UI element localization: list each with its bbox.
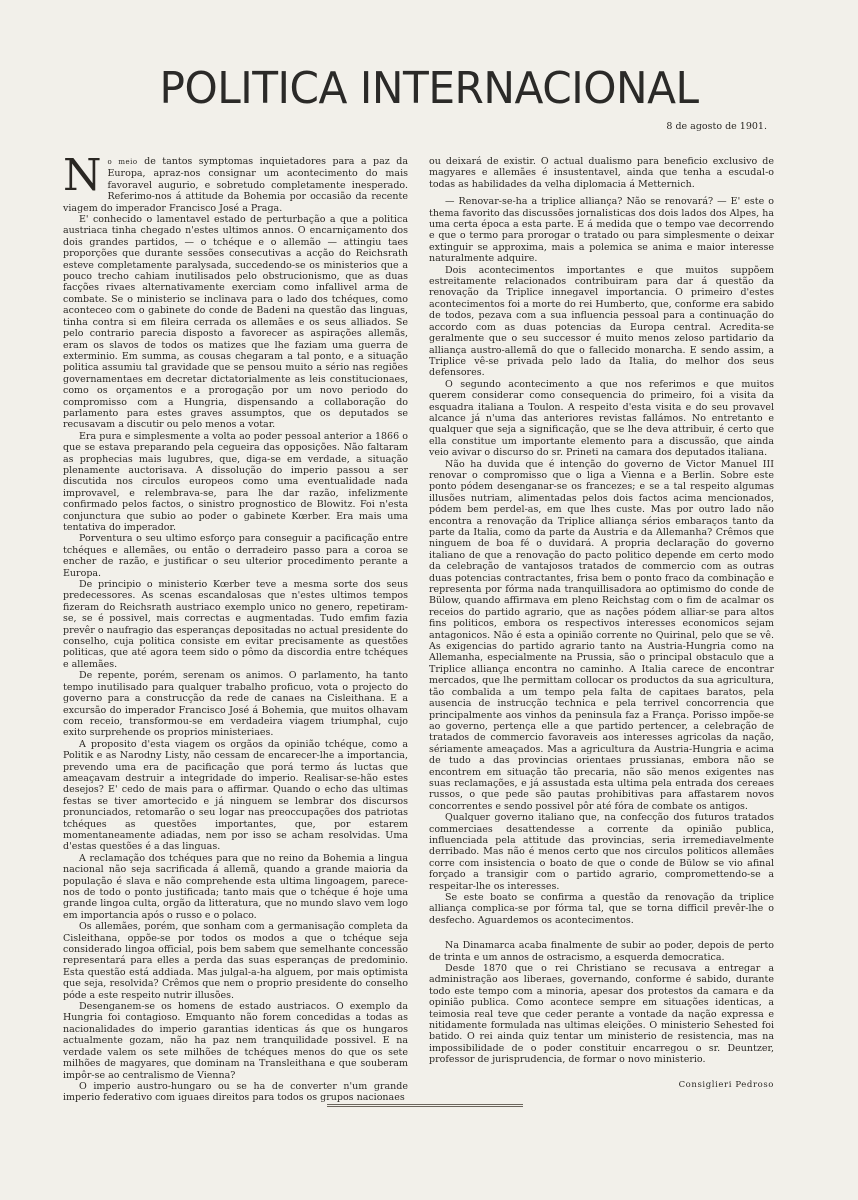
right-column [429,156,774,1091]
paragraph: Era pura e simplesmente a volta ao poder pessoal anterior a 1866 o que se estava preparando pela cegueira das opposições. Não faltaram as prophecias mais lugubres, que, diga-se em verdade, a situação plenamente auctorisava. A dissolução do imperio passou a ser discutida nos circulos europeos como uma eventualidade nada improvavel, e relembrava-se, para lhe dar razão, infelizmente confirmado pelos factos, o sinistro prognostico de Blowitz. Foi n'esta conjunctura que subio ao poder o gabinete Kœrber. Era mais uma tentativa do imperador. [63,430,408,533]
paragraph: ou deixará de existir. O actual dualismo para beneficio exclusivo de magyares e allemães é insustentavel, ainda que tenha a escudal-o todas as habilidades da velha diplomacia á Metternich. [429,156,774,190]
drop-cap: N [63,150,102,201]
paragraph: — Renovar-se-ha a triplice alliança? Não se renovará? — E' este o thema favorito das discussões jornalisticas dos dois lados dos Alpes, ha uma certa época a esta parte. E á medida que o tempo vae decorrendo e que o termo para prorogar o tratado ou para simplesmente o deixar extinguir se approxima, mais a polemica se anima e maior interesse naturalmente adquire. [429,196,774,265]
left-column [63,150,408,1104]
paragraph: A reclamação dos tchéques para que no reino da Bohemia a lingua nacional não seja sacrificada á allemã, quando a grande maioria da população é slava e não comprehende esta ultima lingoagem, parece-nos de todo o ponto justificada; tanto mais que o tchéque é hoje uma grande lingoa culta, orgão da litteratura, que no mundo slavo vem logo em importancia após o russo e o polaco. [63,852,408,921]
paragraph: Desenganem-se os homens de estado austriacos. O exemplo da Hungria foi contagioso. Emquanto não forem concedidas a todas as nacionalidades do imperio garantias identicas ás que os hungaros actualmente gozam, não ha paz nem tranquilidade possivel. E na verdade valem os sete milhões de tchéques menos do que os sete milhões de magyares, que dominam na Transleithana e que souberam impôr-se ao centralismo de Vienna? [63,1001,408,1081]
paragraph: De principio o ministerio Kœrber teve a mesma sorte dos seus predecessores. As scenas escandalosas que n'estes ultimos tempos fizeram do Reichsrath austriaco exemplo unico no genero, repetiram-se, se é possivel, mais correctas e augmentadas. Tudo emfim fazia prevêr o naufragio das esperanças depositadas no actual presidente do conselho, cuja politica consiste em evitar precisamente as questões politicas, que até agora teem sido o pômo da discordia entre tchéques e allemães. [63,579,408,670]
rule-line [327,1106,523,1107]
paragraph: O imperio austro-hungaro ou se ha de converter n'um grande imperio federativo com iguaes direitos para todos os grupos nacionaes [63,1080,408,1104]
paragraph: E' conhecido o lamentavel estado de perturbação a que a politica austriaca tinha chegado n'estes ultimos annos. O encarniçamento dos dois grandes partidos, — o tchéque e o allemão — attingiu taes proporções que durante sessões consecutivas a acção do Reichsrath esteve completamente paralysada, succedendo-se os ministerios que a pouco trecho cahiam inutilisados pelo obstrucionismo, que as duas facções rivaes alternativamente exerciam como infallivel arma de combate. Se o ministerio se inclinava para o lado dos tchéques, como aconteceo com o gabinete do conde de Badeni na questão das linguas, tinha contra si em fileira cerrada os allemães e os seus alliados. Se pelo contrario parecia disposto a favorecer as aspirações allemãs, eram os slavos de todos os matizes que lhe faziam uma guerra de exterminio. Em summa, as cousas chegaram a tal ponto, e a situação politica assumiu tal gravidade que se pensou muito a sério nas regiões governamentaes em decretar dictatorialmente as leis constitucionaes, como os orçamentos e a prorogação por um novo periodo do compromisso com a Hungria, dispensando a collaboração do parlamento para estes graves assumptos, que os deputados se recusavam a discutir ou pelo menos a votar. [63,214,408,431]
paragraph: Na Dinamarca acaba finalmente de subir ao poder, depois de perto de trinta e um annos de ostracismo, a esquerda democratica. [429,940,774,963]
paragraph: De repente, porém, serenam os animos. O parlamento, ha tanto tempo inutilisado para qualquer trabalho proficuo, vota o projecto do governo para a construcção da rede de canaes na Cisleithana. E a excursão do imperador Francisco José á Bohemia, que muitos olhavam com receio, transformou-se em verdadeira viagem triumphal, cujo exito surprehende os proprios ministeriaes. [63,670,408,739]
paragraph: Não ha duvida que é intenção do governo de Victor Manuel III renovar o compromisso que o liga a Vienna e a Berlin. Sobre este ponto pódem desenganar-se os francezes; e se a tal respeito algumas illusões nutriam, alimentadas pelos dois factos acima mencionados, pódem bem perdel-as, em que lhes custe. Mas por outro lado não encontra a renovação da Triplice alliança sérios embaraços tanto da parte da Italia, como da parte da Austria e da Allemanha? Crêmos que ninguem de boa fé o duvidará. A propria declaração do governo italiano de que a renovação do pacto politico depende em certo modo da celebração de vantajosos tratados de commercio com as outras duas potencias contractantes, frisa bem o ponto fraco da combinação e representa por fórma nada tranquillisadora ao optimismo do conde de Bülow, quando affirmava em pleno Reichstag com o fim de acalmar os receios do partido agrario, que as nações pódem alliar-se para altos fins politicos, embora os respectivos interesses economicos sejam antagonicos. Não é esta a opinião corrente no Quirinal, pelo que se vê. As exigencias do partido agrario tanto na Austria-Hungria como na Allemanha, especialmente na Prussia, são o principal obstaculo que a Triplice alliança encontra no caminho. A Italia carece de encontrar mercados, que lhe permittam collocar os productos da sua agricultura, tão combalida a um tempo pela falta de capitaes baratos, pela ausencia de instrucção technica e pela terrivel concorrencia que principalmente aos vinhos da peninsula faz a França. Porisso impõe-se ao governo, pertença elle a que partido pertencer, a celebração de tratados de commercio favoraveis aos interesses agricolas da nação, sériamente ameaçados. Mas a agricultura da Austria-Hungria e acima de tudo a das provincias orientaes prussianas, embora não se encontrem em situação tão precaria, não são menos exigentes nas suas reclamações, e já assustada esta ultima pela entrada dos cereaes russos, o que pede são pautas prohibitivas para affastarem novos concorrentes e sendo possivel pôr até fóra de combate os antigos. [429,458,774,812]
paragraph: Porventura o seu ultimo esforço para conseguir a pacificação entre tchéques e allemães, ou então o derradeiro passo para a coroa se encher de razão, e justificar o seu ulterior procedimento perante a Europa. [63,533,408,579]
paragraph: Dois acontecimentos importantes e que muitos suppõem estreitamente relacionados contribuiram para dar á questão da renovação da Triplice innegavel importancia. O primeiro d'estes acontecimentos foi a morte do rei Humberto, que, conforme era sabido de todos, pezava com a sua influencia pessoal para a continuação do accordo com as duas potencias da Europa central. Acredita-se geralmente que o seu successor é muito menos zeloso partidario da alliança austro-allemã do que o fallecido monarcha. E sendo assim, a Triplice vê-se privada pelo lado da Italia, do melhor dos seus defensores. [429,264,774,379]
opening-paragraph [63,150,408,214]
paragraph: Qualquer governo italiano que, na confecção dos futuros tratados commerciaes desattendesse a corrente da opinião publica, influenciada pela attitude das provincias, seria irremediavelmente derribado. Mas não é menos certo que nos circulos politicos allemães corre com insistencia o boato de que o conde de Bülow se vio afinal forçado a transigir com o partido agrario, compromettendo-se a respeitar-lhe os interesses. [429,812,774,892]
page-title: POLITICA INTERNACIONAL [159,63,699,115]
author-signature: Consiglieri Pedroso [678,1079,774,1090]
paragraph: Os allemães, porém, que sonham com a germanisação completa da Cisleithana, oppõe-se por todos os modos a que o tchéque seja considerado lingoa official, pois bem sabem que semelhante concessão representará para elles a perda das suas esperanças de predominio. Esta questão está addiada. Mas julgal-a-ha alguem, por mais optimista que seja, resolvida? Crêmos que nem o proprio presidente do conselho póde a este respeito nutrir illusões. [63,921,408,1001]
section-gap [429,926,774,940]
paragraph: O segundo acontecimento a que nos referimos e que muitos querem considerar como consequencia do primeiro, foi a visita da esquadra italiana a Toulon. A respeito d'esta visita e do seu provavel alcance já n'uma das anteriores revistas fallámos. No entretanto e qualquer que seja a significação, que se lhe deva attribuir, é certo que ella constitue um importante elemento para a discussão, que ainda veio avivar o discurso do sr. Prineti na camara dos deputados italiana. [429,378,774,459]
paragraph: A proposito d'esta viagem os orgãos da opinião tchéque, como a Politik e as Narodny Listy, não cessam de encarecer-lhe a importancia, prevendo uma era de pacificação que porá termo ás luctas que ameaçavam destruir a integridade do imperio. Realisar-se-hão estes desejos? E' cedo de mais para o affirmar. Quando o echo das ultimas festas se tiver amortecido e já ninguem se lembrar dos discursos pronunciados, retomarão o seu logar nas preoccupações dos patriotas tchéques as questões importantes, que, por estarem momentaneamente adiadas, nem por isso se acham resolvidas. Uma d'estas questões é a das linguas. [63,738,408,853]
lead-smallcaps: o meio [107,158,138,166]
paragraph: Se este boato se confirma a questão da renovação da triplice alliança complica-se por fórma tal, que se torna difficil prevêr-lhe o desfecho. Aguardemos os acontecimentos. [429,892,774,926]
paragraph: Desde 1870 que o rei Christiano se recusava a entregar a administração aos liberaes, governando, conforme é sabido, durante todo este tempo com a minoria, apesar dos protestos da camara e da opinião publica. Como acontece sempre em situações identicas, a teimosia real teve que ceder perante a vontade da nação expressa e nitidamente formulada nas ultimas eleições. O ministerio Sehested foi batido. O rei ainda quiz tentar um ministerio de resistencia, mas na impossibilidade de o poder constituir encarregou o sr. Deuntzer, professor de jurisprudencia, de formar o novo ministerio. [429,963,774,1066]
end-rule [327,1104,523,1107]
paragraph-text: de tantos symptomas inquietadores para a paz da Europa, apraz-nos consignar um acontecimento do mais favoravel augurio, e sobretudo completamente inesperado. Referimo-nos á attitude da Bohemia por occasião da recente viagem do imperador Francisco José a Praga. [63,156,408,214]
dateline: 8 de agosto de 1901. [666,121,767,132]
rule-line [327,1104,523,1105]
